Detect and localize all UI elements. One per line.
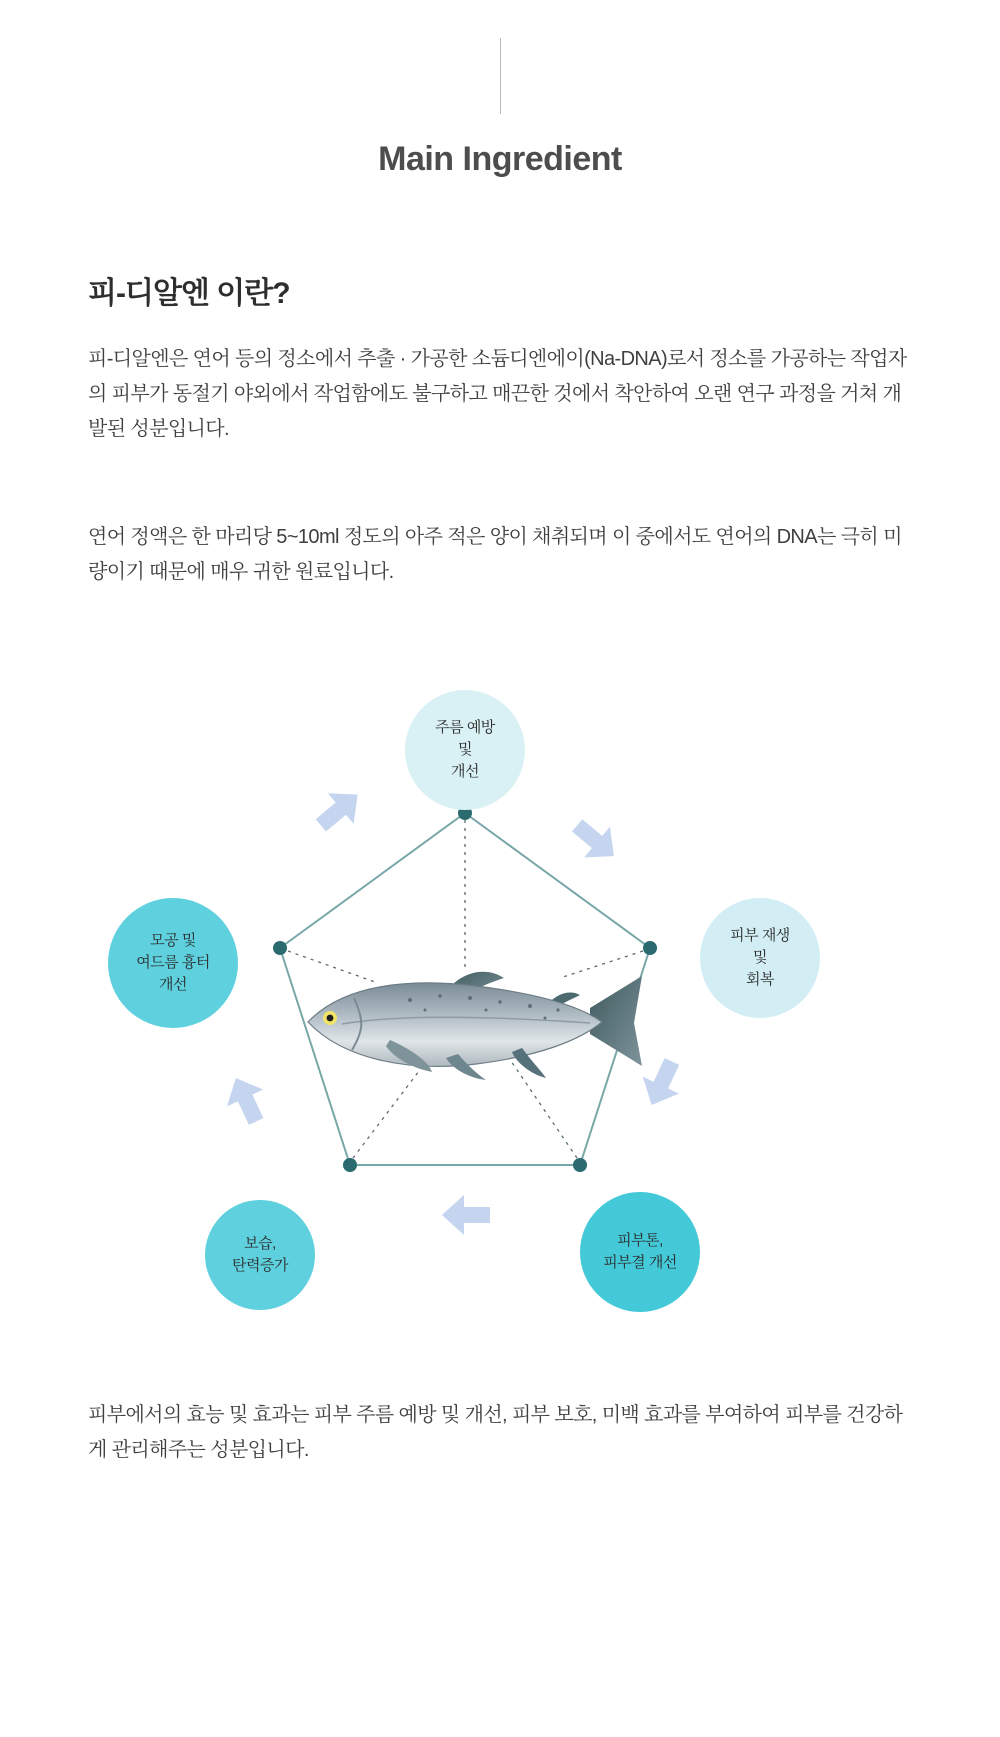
salmon-icon bbox=[290, 948, 650, 1098]
content-paragraph-1: 피-디알엔은 연어 등의 정소에서 추출 · 가공한 소듐디엔에이(Na-DNA)로서 정소를 가공하는 작업자의 피부가 동절기 야외에서 작업함에도 불구하고 매끈한 것에서 착안하여 오랜 연구 과정을 거쳐 개발된 성분입니다. bbox=[88, 348, 907, 440]
benefit-pores-line-2: 여드름 흉터 bbox=[136, 954, 210, 971]
benefit-moisture-line-2: 탄력증가 bbox=[232, 1257, 288, 1274]
benefit-node-regeneration bbox=[700, 898, 820, 1018]
benefit-tone-line-1: 피부톤, bbox=[617, 1232, 663, 1249]
benefit-wrinkle-line-3: 개선 bbox=[451, 763, 479, 780]
benefit-wrinkle-line-2: 및 bbox=[457, 741, 472, 758]
benefit-regeneration-line-3: 회복 bbox=[746, 971, 774, 988]
benefit-moisture-line-1: 보습, bbox=[244, 1235, 276, 1252]
benefit-node-moisture bbox=[205, 1200, 315, 1310]
vertex-left bbox=[273, 941, 287, 955]
benefit-pores-line-1: 모공 및 bbox=[150, 932, 196, 949]
content-heading: 피-디알엔 이란? bbox=[88, 277, 290, 310]
ingredient-benefit-diagram bbox=[90, 670, 910, 1330]
benefit-node-wrinkle bbox=[405, 690, 525, 810]
benefit-node-tone bbox=[580, 1192, 700, 1312]
benefit-regeneration-line-2: 및 bbox=[752, 949, 767, 966]
benefit-node-pores bbox=[108, 898, 238, 1028]
benefit-regeneration-line-1: 피부 재생 bbox=[730, 927, 790, 944]
content-paragraph-2: 연어 정액은 한 마리당 5~10ml 정도의 아주 적은 양이 채취되며 이 중에서도 연어의 DNA는 극히 미량이기 때문에 매우 귀한 원료입니다. bbox=[88, 526, 902, 583]
top-divider bbox=[500, 38, 501, 114]
benefit-tone-line-2: 피부결 개선 bbox=[603, 1254, 677, 1271]
benefit-wrinkle-line-1: 주름 예방 bbox=[435, 719, 495, 736]
page-title: Main Ingredient bbox=[378, 140, 622, 178]
content-paragraph-3: 피부에서의 효능 및 효과는 피부 주름 예방 및 개선, 피부 보호, 미백 효과를 부여하여 피부를 건강하게 관리해주는 성분입니다. bbox=[88, 1404, 903, 1461]
benefit-pores-line-3: 개선 bbox=[159, 976, 187, 993]
vertex-bottom-right bbox=[573, 1158, 587, 1172]
vertex-bottom-left bbox=[343, 1158, 357, 1172]
